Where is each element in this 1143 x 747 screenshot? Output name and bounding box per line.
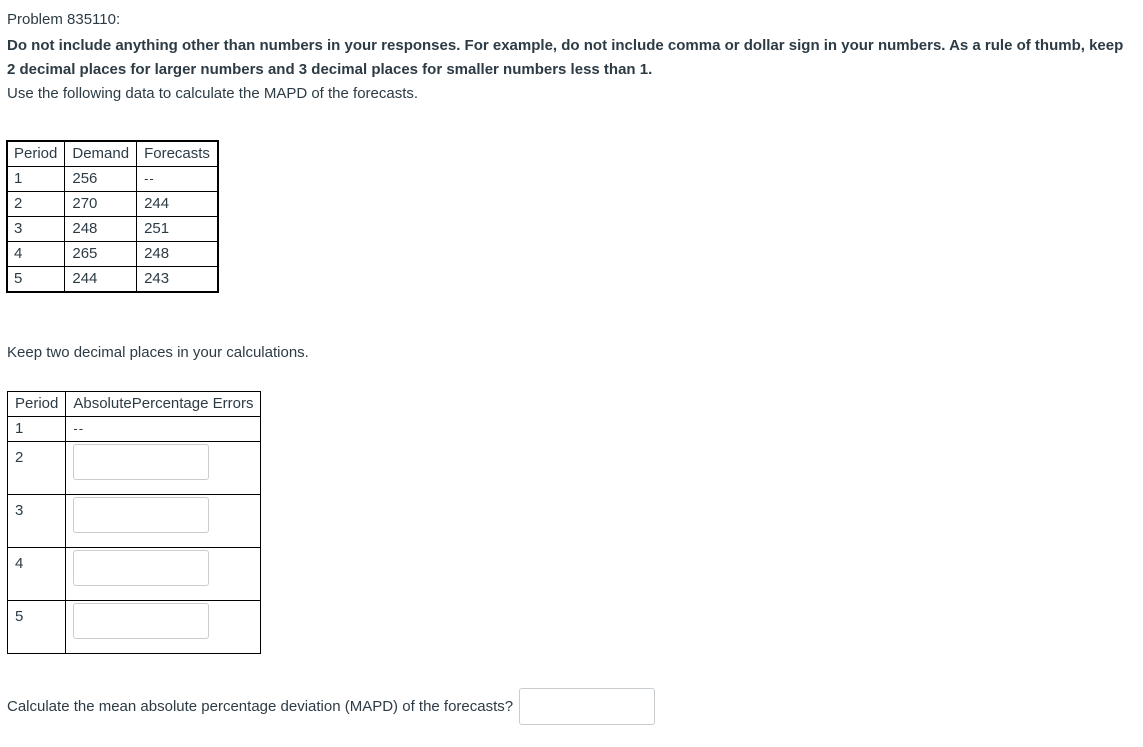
- problem-instructions: Do not include anything other than numbers in your responses. For example, do not include comma or dollar sign in your numbers. As a rule of thumb, keep 2 decimal places for larger numbers and 3 decimal places for smaller numbers less than 1.: [7, 37, 1124, 78]
- period-cell: 3: [8, 217, 65, 242]
- table-row: [8, 267, 218, 292]
- ape-input-period-5[interactable]: [73, 603, 209, 639]
- forecast-cell: --: [137, 167, 218, 192]
- ape-input-period-2[interactable]: [73, 444, 209, 480]
- demand-cell: 265: [65, 242, 137, 267]
- period-cell: 5: [8, 601, 66, 654]
- period-cell: 2: [8, 192, 65, 217]
- mapd-question: [7, 688, 655, 725]
- period-cell: 1: [8, 167, 65, 192]
- forecast-cell: 251: [137, 217, 218, 242]
- mapd-question-label: Calculate the mean absolute percentage deviation (MAPD) of the forecasts?: [7, 697, 514, 715]
- table-row: [8, 601, 261, 654]
- period-cell: 2: [8, 442, 66, 495]
- absolute-percentage-errors-table: [7, 391, 261, 654]
- demand-cell: 256: [65, 167, 137, 192]
- table-row: [8, 167, 218, 192]
- period-cell: 4: [8, 548, 66, 601]
- ape-input-cell: [66, 601, 261, 654]
- table-row: [8, 442, 261, 495]
- table-row: [8, 495, 261, 548]
- demand-forecast-table: [7, 141, 218, 292]
- period-cell: 5: [8, 267, 65, 292]
- problem-page: [7, 10, 1132, 715]
- header-demand: Demand: [65, 142, 137, 167]
- header-period: Period: [8, 392, 66, 417]
- demand-cell: 248: [65, 217, 137, 242]
- forecast-cell: 248: [137, 242, 218, 267]
- demand-cell: 244: [65, 267, 137, 292]
- period-cell: 3: [8, 495, 66, 548]
- period-cell: 1: [8, 417, 66, 442]
- header-absolute-percentage-errors: AbsolutePercentage Errors: [66, 392, 261, 417]
- ape-value-cell: --: [66, 417, 261, 442]
- header-forecasts: Forecasts: [137, 142, 218, 167]
- table-row: [8, 548, 261, 601]
- mapd-answer-input[interactable]: [519, 688, 655, 725]
- problem-intro: Use the following data to calculate the MAPD of the forecasts.: [7, 85, 419, 102]
- demand-cell: 270: [65, 192, 137, 217]
- table-header-row: [8, 142, 218, 167]
- table-row: [8, 242, 218, 267]
- ape-input-cell: [66, 495, 261, 548]
- forecast-cell: 243: [137, 267, 218, 292]
- table-row: [8, 192, 218, 217]
- ape-input-cell: [66, 442, 261, 495]
- table-header-row: [8, 392, 261, 417]
- ape-input-period-3[interactable]: [73, 497, 209, 533]
- period-cell: 4: [8, 242, 65, 267]
- header-period: Period: [8, 142, 65, 167]
- table-row: [8, 217, 218, 242]
- calculation-note: Keep two decimal places in your calculations.: [7, 344, 309, 361]
- forecast-cell: 244: [137, 192, 218, 217]
- ape-input-cell: [66, 548, 261, 601]
- ape-input-period-4[interactable]: [73, 550, 209, 586]
- table-row: [8, 417, 261, 442]
- problem-title: Problem 835110:: [7, 11, 121, 28]
